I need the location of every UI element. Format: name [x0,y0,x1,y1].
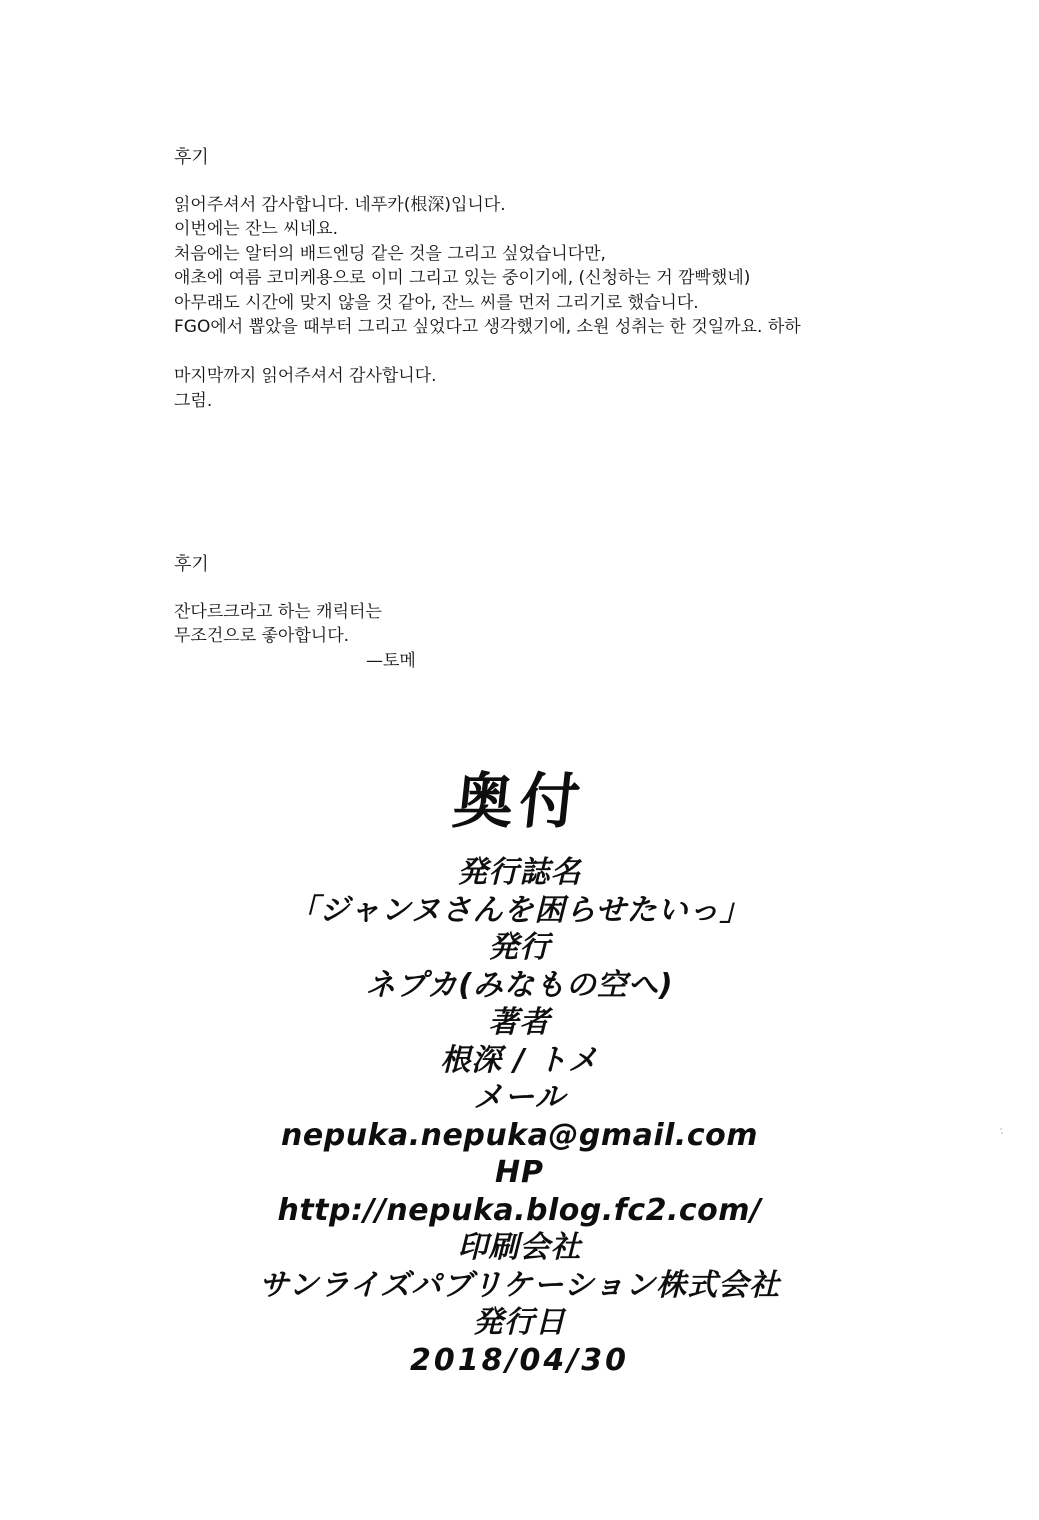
afterword-heading: 후기 [174,147,209,168]
afterword-line: 애초에 여름 코미케용으로 이미 그리고 있는 중이기에, (신청하는 거 깜빡했네) [174,268,751,288]
book-title-label: 発行誌名 [457,855,582,890]
date-label: 発行日 [473,1305,566,1340]
afterword-line: 읽어주셔서 감사합니다. 네푸카(根深)입니다. [174,194,506,215]
scan-speck [1001,1132,1003,1134]
afterword-line: 잔다르크라고 하는 캐릭터는 [174,601,382,622]
printer-name: サンライズパブリケーション株式会社 [258,1267,781,1303]
afterword-line: 이번에는 잔느 씨네요. [174,219,339,239]
afterword-nepuka [174,146,801,413]
homepage-url: http://nepuka.blog.fc2.com/ [277,1192,762,1228]
afterword-line: FGO에서 뽑았을 때부터 그리고 싶었다고 생각했기에, 소원 성취는 한 것일까요. 하하 [174,317,801,337]
printer-label: 印刷会社 [457,1230,582,1265]
afterword-heading: 후기 [174,554,209,575]
afterword-signature: —토메 [366,650,416,671]
scan-speck [1000,1128,1002,1130]
afterword-closing-line: 그럼. [174,390,213,411]
afterword-line: 처음에는 알터의 배드엔딩 같은 것을 그리고 싶었습니다만, [174,243,606,264]
colophon [0,762,1039,1379]
afterword-line: 아무래도 시간에 맞지 않을 것 같아, 잔느 씨를 먼저 그리기로 했습니다. [174,292,699,313]
publish-date: 2018/04/30 [410,1342,629,1378]
authors-label: 著者 [488,1005,551,1040]
afterword-line: 무조건으로 좋아합니다. [174,626,350,646]
hp-label: HP [494,1155,545,1190]
afterword-tome [174,553,416,673]
authors: 根深 / トメ [440,1042,599,1078]
mail-label: メール [473,1080,566,1115]
colophon-title: 奥付 [449,767,590,837]
publisher: ネプカ(みなもの空へ) [365,967,674,1003]
book-title: 「ジャンヌさんを困らせたいっ」 [288,892,751,928]
publisher-label: 発行 [488,930,551,965]
mail-address: nepuka.nepuka@gmail.com [281,1117,758,1153]
afterword-closing-line: 마지막까지 읽어주셔서 감사합니다. [174,366,437,386]
